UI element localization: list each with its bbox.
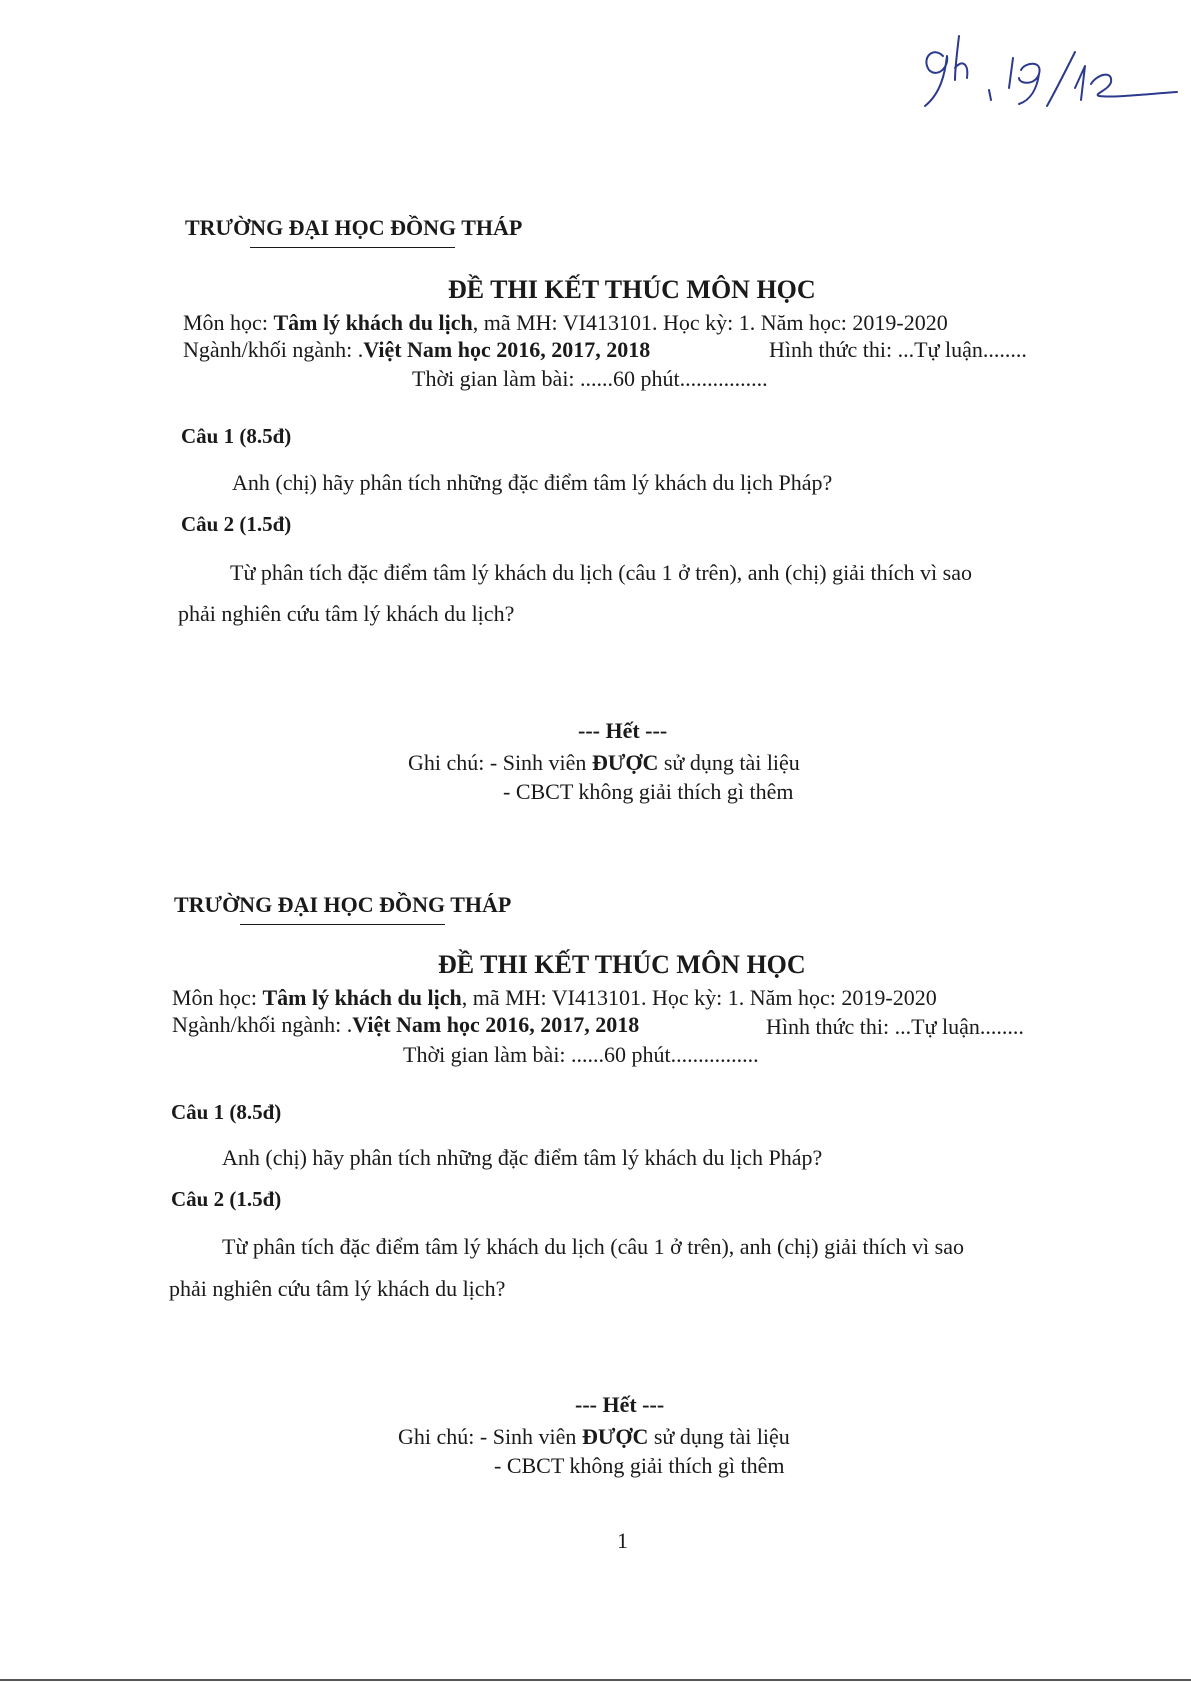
question-1-heading: Câu 1 (8.5đ) [181, 424, 292, 448]
note-line-1 [408, 750, 800, 776]
exam-form: Hình thức thi: ...Tự luận........ [769, 337, 1027, 362]
course-rest: , mã MH: VI413101. Học kỳ: 1. Năm học: 2019-2020 [461, 985, 937, 1010]
major-name: Việt Nam học 2016, 2017, 2018 [363, 337, 651, 362]
exam-duration: Thời gian làm bài: ......60 phút................ [412, 366, 768, 391]
major-prefix: Ngành/khối ngành: . [183, 337, 364, 362]
note-line-2: - CBCT không giải thích gì thêm [503, 779, 794, 804]
course-rest: , mã MH: VI413101. Học kỳ: 1. Năm học: 2019-2020 [472, 310, 948, 335]
question-2-text-line-2: phải nghiên cứu tâm lý khách du lịch? [178, 601, 515, 626]
course-line [172, 985, 937, 1011]
question-2-heading: Câu 2 (1.5đ) [181, 512, 292, 536]
school-underline [240, 924, 445, 925]
scan-bottom-edge [0, 1679, 1191, 1681]
question-2-text-line-1: Từ phân tích đặc điểm tâm lý khách du lịch (câu 1 ở trên), anh (chị) giải thích vì sao [222, 1234, 964, 1259]
note-rest: sử dụng tài liệu [648, 1424, 790, 1449]
question-1-text: Anh (chị) hãy phân tích những đặc điểm tâm lý khách du lịch Pháp? [222, 1145, 823, 1170]
question-2-text-line-1: Từ phân tích đặc điểm tâm lý khách du lịch (câu 1 ở trên), anh (chị) giải thích vì sao [230, 560, 972, 585]
note-bold: ĐƯỢC [581, 1424, 649, 1449]
course-prefix: Môn học: [172, 985, 263, 1010]
school-name: TRƯỜNG ĐẠI HỌC ĐỒNG THÁP [174, 892, 512, 917]
note-line-2: - CBCT không giải thích gì thêm [494, 1453, 785, 1478]
exam-duration: Thời gian làm bài: ......60 phút................ [403, 1042, 759, 1067]
exam-title: ĐỀ THI KẾT THÚC MÔN HỌC [448, 275, 816, 304]
course-name: Tâm lý khách du lịch [262, 985, 462, 1010]
note-prefix: Ghi chú: - Sinh viên [408, 750, 592, 775]
note-line-1 [398, 1424, 790, 1450]
note-bold: ĐƯỢC [591, 750, 659, 775]
note-rest: sử dụng tài liệu [658, 750, 800, 775]
question-2-text-line-2: phải nghiên cứu tâm lý khách du lịch? [169, 1276, 506, 1301]
question-1-heading: Câu 1 (8.5đ) [171, 1100, 282, 1124]
page-number: 1 [617, 1528, 628, 1553]
note-prefix: Ghi chú: - Sinh viên [398, 1424, 582, 1449]
exam-title: ĐỀ THI KẾT THÚC MÔN HỌC [438, 950, 806, 979]
end-marker: --- Hết --- [578, 718, 668, 743]
question-1-text: Anh (chị) hãy phân tích những đặc điểm tâm lý khách du lịch Pháp? [232, 470, 833, 495]
exam-form: Hình thức thi: ...Tự luận........ [766, 1014, 1024, 1039]
major-prefix: Ngành/khối ngành: . [172, 1012, 353, 1037]
course-prefix: Môn học: [183, 310, 274, 335]
question-2-heading: Câu 2 (1.5đ) [171, 1187, 282, 1211]
major-name: Việt Nam học 2016, 2017, 2018 [352, 1012, 640, 1037]
end-marker: --- Hết --- [575, 1392, 665, 1417]
major-line [172, 1012, 639, 1038]
school-name: TRƯỜNG ĐẠI HỌC ĐỒNG THÁP [185, 215, 523, 240]
course-name: Tâm lý khách du lịch [273, 310, 473, 335]
